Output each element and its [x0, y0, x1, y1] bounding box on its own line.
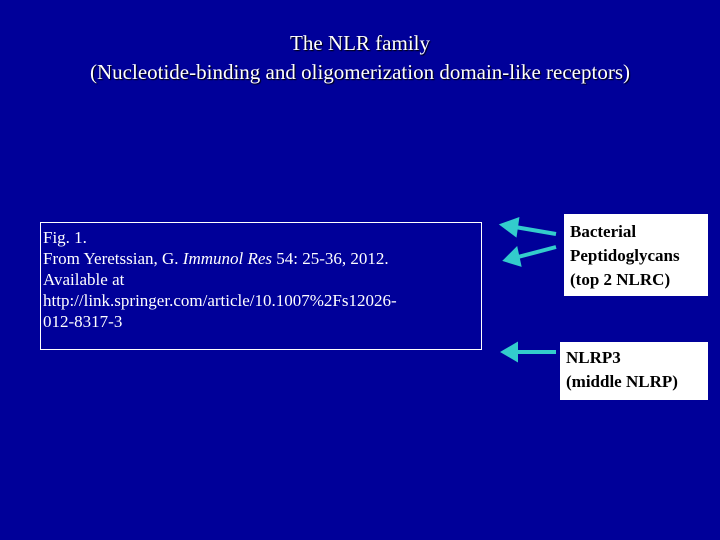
nlrp3-label — [560, 342, 708, 400]
arrow-left-icon — [506, 247, 556, 264]
citation-available-at: Available at — [43, 270, 125, 289]
nlrp3-line-2: (middle NLRP) — [566, 372, 678, 391]
citation-url-part-1[interactable]: http://link.springer.com/article/10.1007%2Fs12026- — [43, 291, 397, 310]
arrow-left-icon — [503, 220, 556, 234]
bacterial-line-2: Peptidoglycans — [570, 246, 680, 265]
citation-author: From Yeretssian, G. — [43, 249, 183, 268]
citation-journal: Immunol Res — [182, 249, 273, 268]
citation-volume: 54: 25-36, 2012. — [272, 249, 389, 268]
bacterial-peptidoglycans-label — [564, 214, 708, 296]
arrow-left-icon — [504, 345, 556, 359]
bacterial-line-3: (top 2 NLRC) — [570, 270, 671, 289]
title-line-2: (Nucleotide-binding and oligomerization domain-like receptors) — [90, 60, 630, 84]
nlrp3-line-1: NLRP3 — [566, 348, 621, 367]
citation-fig-label: Fig. 1. — [43, 228, 87, 247]
citation-url-part-2[interactable]: 012-8317-3 — [43, 312, 123, 331]
title-line-1: The NLR family — [290, 31, 430, 55]
bacterial-line-1: Bacterial — [570, 222, 637, 241]
